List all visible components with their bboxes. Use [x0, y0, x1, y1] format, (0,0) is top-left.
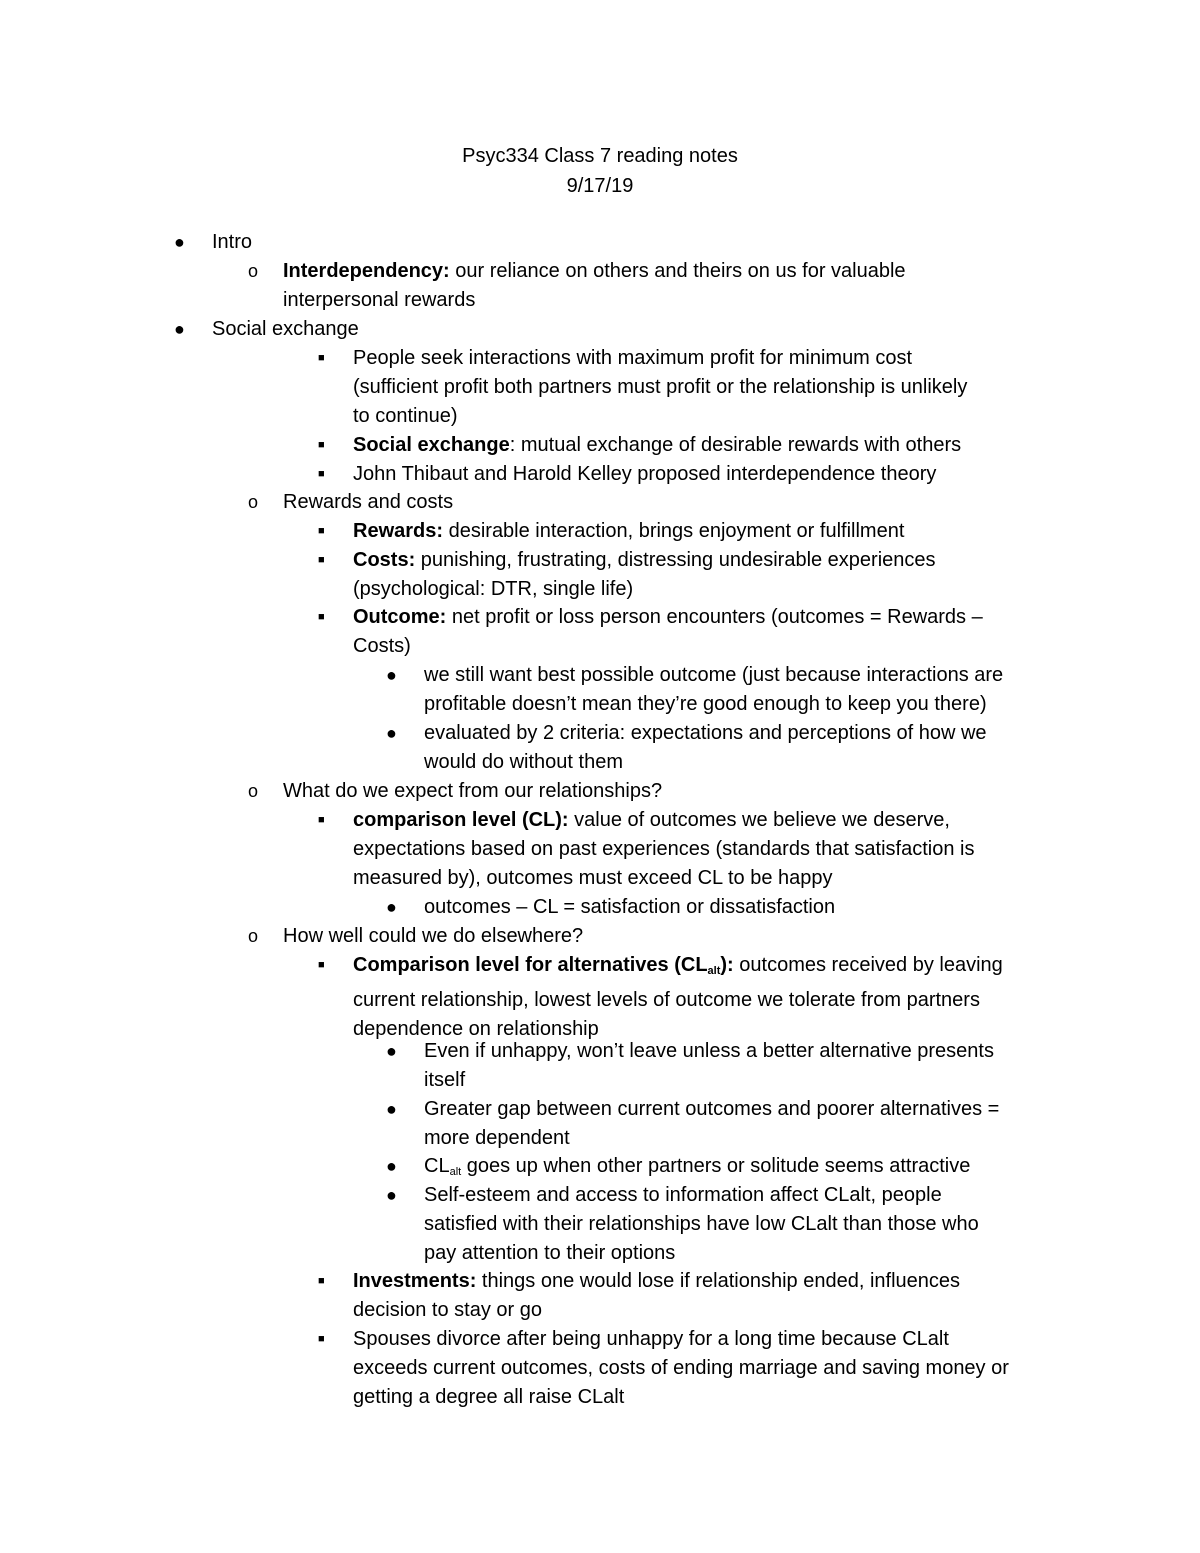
list-item-spouses-divorce: Spouses divorce after being unhappy for a long time because CLalt exceeds current outcomes, costs of ending marriage and saving money or getting a degree all raise CLalt — [353, 1328, 1009, 1408]
list-item-greater-gap: Greater gap between current outcomes and poorer alternatives = more dependent — [424, 1098, 1000, 1149]
bullet-square-icon: ■ — [318, 439, 325, 451]
list-item-wont-leave: Even if unhappy, won’t leave unless a better alternative presents itself — [424, 1040, 994, 1091]
list-item-rewards: Rewards: desirable interaction, brings enjoyment or fulfillment — [353, 520, 905, 542]
list-item-intro: Intro — [212, 231, 253, 253]
bullet-disc-icon: ● — [386, 723, 397, 743]
bullet-square-icon: ■ — [318, 959, 325, 971]
bullet-square-icon: ■ — [318, 1275, 325, 1287]
bullet-square-icon: ■ — [318, 814, 325, 826]
bullet-circle-icon: o — [248, 926, 259, 946]
bullet-square-icon: ■ — [318, 352, 325, 364]
list-item-thibaut-kelley: John Thibaut and Harold Kelley proposed interdependence theory — [353, 463, 937, 485]
bullet-square-icon: ■ — [318, 554, 325, 566]
list-item-clalt-up: $CL_{alt}$ goes up when other partners or solitude seems attractive — [424, 1155, 971, 1178]
page-title: Psyc334 Class 7 reading notes — [462, 145, 738, 167]
list-item-satisfaction: outcomes – CL = satisfaction or dissatisfaction — [424, 896, 836, 918]
list-item-two-criteria: evaluated by 2 criteria: expectations and perceptions of how we would do without them — [424, 722, 987, 773]
bullet-disc-icon: ● — [386, 1156, 397, 1176]
list-item-interdependency: Interdependency: our reliance on others and theirs on us for valuable interpersonal rewards — [283, 260, 906, 311]
bullet-circle-icon: o — [248, 261, 259, 281]
bullet-circle-icon: o — [248, 781, 259, 801]
list-item-costs: Costs: punishing, frustrating, distressing undesirable experiences (psychological: DTR, single life) — [353, 549, 936, 600]
bullet-square-icon: ■ — [318, 611, 325, 623]
list-item-comparison-level: comparison level (CL): value of outcomes we believe we deserve, expectations based on past experiences (standards that satisfaction is measured by), outcomes must exceed CL to be happy — [353, 809, 975, 889]
list-item-clalt: Comparison level for alternatives $(CL_{alt})$: outcomes received by leaving current relationship, lowest levels of outcome we tolerate from partners dependence on relationship — [353, 954, 1003, 1040]
list-item-outcome: Outcome: net profit or loss person encounters (outcomes = Rewards – Costs) — [353, 606, 983, 657]
bullet-disc-icon: ● — [174, 232, 185, 252]
bullet-disc-icon: ● — [174, 319, 185, 339]
bullet-circle-icon: o — [248, 492, 259, 512]
bullet-disc-icon: ● — [386, 1041, 397, 1061]
list-item-rewards-costs: Rewards and costs — [283, 491, 454, 513]
list-item-self-esteem: Self-esteem and access to information affect CLalt, people satisfied with their relationships have low CLalt than those who pay attention to their options — [424, 1184, 979, 1264]
list-item-social-exchange-def: Social exchange: mutual exchange of desirable rewards with others — [353, 434, 962, 456]
bullet-disc-icon: ● — [386, 897, 397, 917]
list-item-investments: Investments: things one would lose if relationship ended, influences decision to stay or go — [353, 1270, 961, 1321]
list-item-social-exchange: Social exchange — [212, 318, 359, 340]
page-date: 9/17/19 — [566, 175, 634, 197]
list-item-best-outcome: we still want best possible outcome (just because interactions are profitable doesn’t mean they’re good enough to keep you there) — [424, 664, 1004, 715]
bullet-disc-icon: ● — [386, 665, 397, 685]
bullet-square-icon: ■ — [318, 468, 325, 480]
list-item-expectations: What do we expect from our relationships? — [283, 780, 663, 802]
bullet-square-icon: ■ — [318, 525, 325, 537]
bullet-square-icon: ■ — [318, 1333, 325, 1345]
bullet-disc-icon: ● — [386, 1099, 397, 1119]
list-item-elsewhere: How well could we do elsewhere? — [283, 925, 584, 947]
bullet-disc-icon: ● — [386, 1185, 397, 1205]
list-item-max-profit: People seek interactions with maximum profit for minimum cost (sufficient profit both partners must profit or the relationship is unlikely to continue) — [353, 347, 968, 427]
